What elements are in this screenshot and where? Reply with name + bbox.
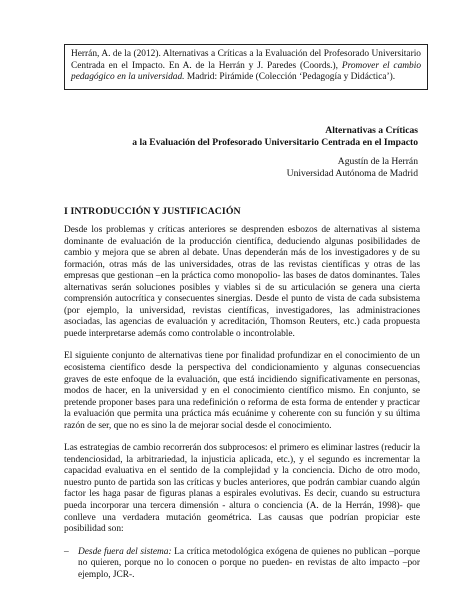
chapter-title — [58, 125, 418, 149]
chapter-title-line-1: Alternativas a Críticas — [325, 125, 418, 136]
bullet-dash: – — [64, 546, 69, 557]
section-heading: I INTRODUCCIÓN Y JUSTIFICACIÓN — [64, 206, 241, 217]
list-item — [64, 547, 420, 582]
author-block — [118, 156, 418, 180]
author-name: Agustín de la Herrán — [337, 156, 418, 167]
citation-book-title: Promover el cambio pedagógico en la universidad. — [71, 60, 422, 83]
paragraph-1: Desde los problemas y críticas anteriores se desprenden esbozos de alternativas al sistema dominante de evaluación de la producción científica, deduciendo algunas posibilidades de cambio y mejora que se abren al debate. Unas dependerán más de los investigadores y de su formación, otras más de las universidades, otras de las revistas científicas y otras de las empresas que gestionan –en la práctica como monopolio- las bases de datos dominantes. Tales alternativas serán soluciones posibles y viables si de su articulación se genera una cierta comprensión autocrítica y consecuentes sinergias. Desde el punto de vista de cada subsistema (por ejemplo, la universidad, revistas científicas, investigadores, las administraciones asociadas, las agencias de evaluación y acreditación, Thomson Reuters, etc.) cada propuesta puede interpretarse además como controlable o incontrolable. — [64, 225, 420, 339]
citation-box — [64, 44, 428, 90]
citation-publisher: Madrid: Pirámide (Colección ‘Pedagogía y Didáctica’). — [184, 72, 396, 83]
bullet-text — [78, 547, 420, 582]
bullet-label: Desde fuera del sistema: — [78, 546, 172, 557]
body-text — [64, 225, 420, 581]
citation-text: Herrán, A. de la (2012). Alternativas a Críticas a la Evaluación del Profesorado Universitario Centrada en el Impacto. En A. de la Herrán y J. Paredes (Coords.), — [71, 49, 421, 71]
author-affiliation: Universidad Autónoma de Madrid — [286, 167, 418, 179]
bullet-body: La crítica metodológica exógena de quienes no publican –porque no quieren, porque no lo conocen o porque no pueden- en revistas de alto impacto –por ejemplo, JCR-. — [78, 546, 420, 580]
chapter-title-line-2: a la Evaluación del Profesorado Universitario Centrada en el Impacto — [132, 136, 418, 148]
paragraph-2: El siguiente conjunto de alternativas tiene por finalidad profundizar en el conocimiento de un ecosistema científico desde la perspectiva del condicionamiento y algunas consecuencias graves de este enfoque de la evaluación, que está incidiendo significativamente en personas, modos de hacer, en la universidad y en el conocimiento científico mismo. En conjunto, se pretende proponer bases para una redefinición o reforma de esta forma de entender y practicar la evaluación que permita una práctica más ecuánime y coherente con su función y su última razón de ser, que no es sino la de mejorar social desde el conocimiento. — [64, 351, 420, 431]
paragraph-3: Las estrategias de cambio recorrerán dos subprocesos: el primero es eliminar lastres (reducir la tendenciosidad, la arbitrariedad, la injusticia aplicada, etc.), y el segundo es incrementar la capacidad evaluativa en el sentido de la complejidad y la conciencia. Dicho de otro modo, nuestro punto de partida son las críticas y bucles anteriores, que podrán cambiar cuando algún factor les haga pasar de figuras planas a espirales evolutivas. Es decir, cuando su estructura pueda incorporar una tercera dimensión - altura o conciencia (A. de la Herrán, 1998)- que conlleve una verdadera mutación geométrica. Las causas que podrían propiciar este posibilidad son: — [64, 443, 420, 535]
